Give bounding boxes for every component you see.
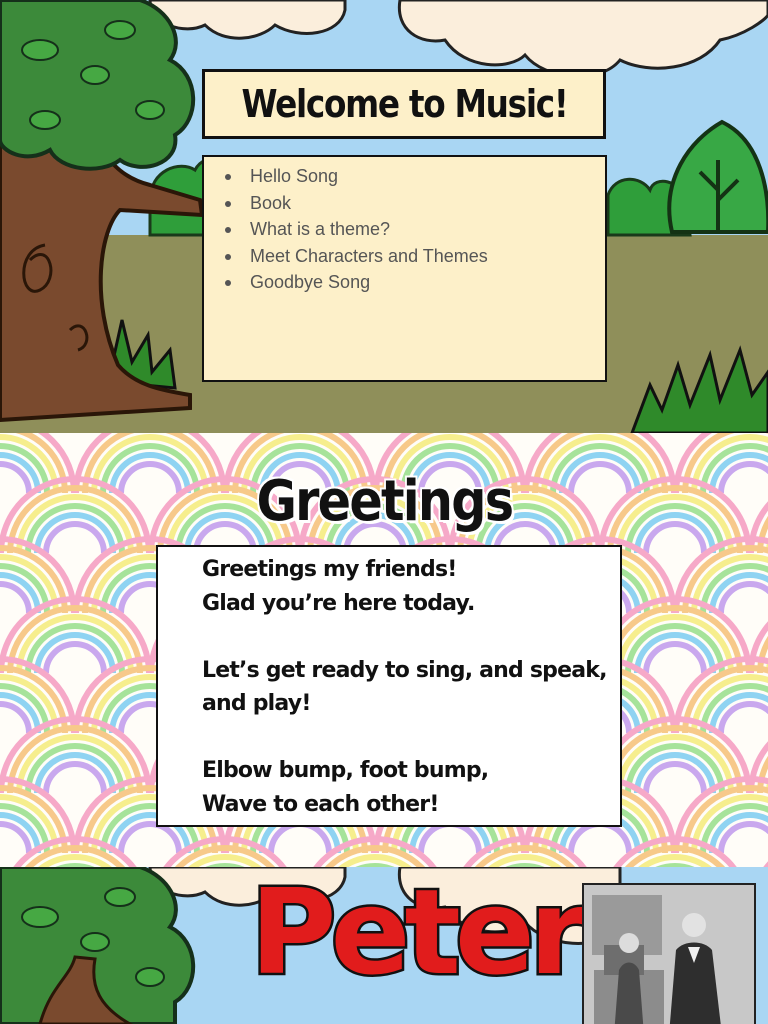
portrait-photo-image	[584, 885, 756, 1024]
agenda-list	[204, 163, 605, 296]
agenda-item: Meet Characters and Themes	[250, 243, 605, 270]
agenda-item: Goodbye Song	[250, 269, 605, 296]
agenda-item: Book	[250, 190, 605, 217]
agenda-box	[202, 155, 607, 382]
lyric-line: Greetings my friends!	[202, 557, 457, 582]
peter-title: Peter	[250, 867, 582, 1001]
lyric-line: Elbow bump, foot bump,	[202, 758, 489, 783]
lyric-line: Glad you’re here today.	[202, 590, 475, 616]
lyric-spacer	[202, 620, 620, 654]
slide-welcome	[0, 0, 768, 433]
lyrics-box	[156, 545, 622, 827]
slide-greetings	[0, 433, 768, 867]
portrait-photo	[582, 883, 756, 1024]
slide-peter	[0, 867, 768, 1024]
lyric-spacer	[202, 721, 620, 755]
welcome-title: Welcome to Music!	[241, 82, 567, 126]
greetings-title: Greetings	[256, 469, 512, 534]
lyric-line: Let’s get ready to sing, and speak, and play!	[202, 657, 607, 716]
agenda-item: What is a theme?	[250, 216, 605, 243]
agenda-item: Hello Song	[250, 163, 605, 190]
lyric-line: Wave to each other!	[202, 791, 439, 817]
welcome-title-box	[202, 69, 606, 139]
greetings-title-wrap	[0, 469, 768, 534]
